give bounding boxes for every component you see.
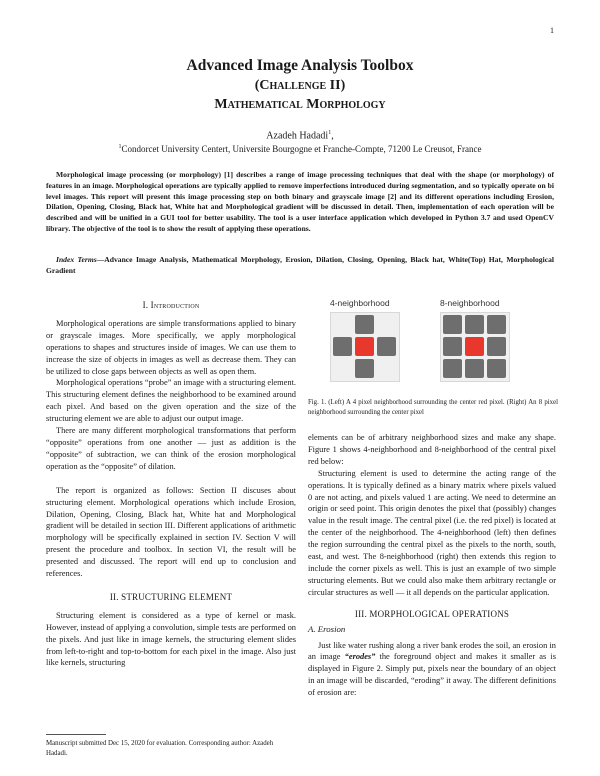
grid-8-neighborhood (440, 312, 510, 382)
neighbor-pixel (443, 337, 462, 356)
figure-neighborhoods (330, 298, 540, 386)
grid-4-neighborhood (330, 312, 400, 382)
left-column (46, 300, 296, 669)
neighbor-pixel (487, 337, 506, 356)
index-terms-label: Index Terms (56, 255, 97, 264)
figure-label-4-neighborhood: 4-neighborhood (330, 298, 390, 308)
author-name: Azadeh Hadadi (266, 130, 329, 142)
neighbor-pixel (465, 315, 484, 334)
neighbor-pixel (443, 359, 462, 378)
center-pixel (355, 337, 374, 356)
center-pixel (465, 337, 484, 356)
intro-paragraph-4: The report is organized as follows: Section II discuses about structuring element. Morphological operations which include Erosion, Dilation, Opening, Closing, Black hat, White hat and Morphological gradient will be detailed in section III. Different applications of arithmetic morphology will be specifically explained in section IV. Section V will present the procedure and toolbox. In section VI, the result will be presented and discussed. The report will end up to conclusion and references. (46, 485, 296, 579)
right-paragraph-1: elements can be of arbitrary neighborhood sizes and make any shape. Figure 1 shows 4-neighborhood and 8-neighborhood of the central pixel red below: (308, 433, 556, 466)
author-line: Azadeh Hadadi$^1$, (266, 130, 334, 142)
index-terms (46, 255, 554, 277)
paper-topic: Mathematical Morphology (214, 97, 386, 112)
neighbor-pixel (465, 359, 484, 378)
erosion-text-c: the foreground object and makes it smaller as is displayed in Figure 2. Simply put, pixels near the boundary of an object in an image will be discarded, “eroding” it away. The different definitions of erosion are: (308, 652, 556, 698)
affiliation: Condorcet University Centert, Universite Bourgogne et Franche-Compte, 71200 Le Creusot, France (121, 144, 482, 154)
neighbor-pixel (333, 337, 352, 356)
figure-label-8-neighborhood: 8-neighborhood (440, 298, 500, 308)
author-superscript: 1 (328, 130, 332, 136)
paper-title: Advanced Image Analysis Toolbox (186, 57, 414, 74)
neighbor-pixel (443, 315, 462, 334)
footnote-rule (46, 734, 106, 735)
erosion-paragraph-1 (308, 640, 556, 700)
section-heading-structuring: II. STRUCTURING ELEMENT (109, 591, 233, 602)
section-heading-morphological-operations: III. MORPHOLOGICAL OPERATIONS (354, 608, 510, 619)
section-heading-introduction: I. Introduction (142, 300, 200, 310)
index-terms-text: —Advance Image Analysis, Mathematical Morphology, Erosion, Dilation, Closing, Opening, Black hat, White(Top) Hat, Morphological Gradient (46, 255, 554, 275)
neighbor-pixel (487, 315, 506, 334)
intro-paragraph-2: Morphological operations “probe” an image with a structuring element. This structuring element defines the neighborhood to be examined around each pixel. And based on the given operation and the size of the structuring element we are able to adjust our output image. (46, 378, 296, 424)
neighbor-pixel (487, 359, 506, 378)
figure-caption: Fig. 1. (Left) A 4 pixel neighborhood surrounding the center red pixel. (Right) An 8 pixel neighborhood surrounding the center pixel (308, 399, 558, 416)
right-column (308, 432, 556, 699)
right-paragraph-2: Structuring element is used to determine the acting range of the operations. It is typically defined as a binary matrix where pixels valued 0 are not acting, and pixels valued 1 are acting. We need to determine an origin or seed point. This origin denotes the pixel that (possibly) changes value in the result image. The central pixel (i.e. the red pixel) is located at the center of the neighborhood. The 4-neighborhood (left) then defines the region surrounding the central pixel as the pixels to the north, south, east, and west. The 8-neighborhood (right) then extends this region to include the corner pixels as well. This is just an example of two simple structuring elements. But we could also make them arbitrary rectangle or circular structures as well — it all depends on the particular application. (308, 468, 556, 597)
affiliation-superscript: 1 (118, 144, 122, 150)
intro-paragraph-3: There are many different morphological transformations that perform “opposite” operations from one another — just as addition is the “opposite” of subtraction, we can think of the erosion morphological operation as the “opposite” of dilation. (46, 426, 296, 471)
footnote: Manuscript submitted Dec 15, 2020 for evaluation. Corresponding author: Azadeh Hadadi. (46, 740, 274, 757)
intro-paragraph-1: Morphological operations are simple transformations applied to binary or grayscale images. More specifically, we apply morphological operations to shapes and structures inside of images. We can use them to increase the size of objects in images as well as decrease them. They can be utilized to close gaps between objects as well as open them. (46, 318, 296, 376)
affiliation-line (0, 144, 600, 154)
paper-subtitle: (Challenge II) (254, 78, 346, 93)
erosion-emphasis: “erodes” (344, 652, 376, 662)
erosion-text-a: Just like water rushing along a river bank erodes the soil, an erosion in an image (308, 640, 556, 662)
page-number: 1 (550, 26, 554, 35)
neighbor-pixel (377, 337, 396, 356)
abstract: Morphological image processing (or morphology) [1] describes a range of image processing techniques that deal with the shape (or morphology) of features in an image. Morphological operations are typically applied to remove imperfections introduced during segmentation, and so typically operate on bi level images. This report will present this image processing step on both binary and grayscale image [2] and its different operations including Erosion, Dilation, Opening, Closing, Black hat, White hat and Morphological gradient will be discussed in detail. Then, implementation of each operation will be described and will be unified in a GUI tool for better usability. The tool is a user interface application which developed in Python 3.7 and used OpenCV library. The objective of the tool is to show the result of applying these operations. (46, 170, 554, 233)
subsection-heading-erosion: A. Erosion (308, 623, 346, 634)
neighbor-pixel (355, 315, 374, 334)
structuring-paragraph-1: Structuring element is considered as a type of kernel or mask. However, instead of applying a convolution, simple tests are performed on the pixels. And just like in image kernels, the structuring element slides from left-to-right and top-to-bottom for each pixel in the image. Also just like kernels, structuring (46, 610, 296, 668)
neighbor-pixel (355, 359, 374, 378)
